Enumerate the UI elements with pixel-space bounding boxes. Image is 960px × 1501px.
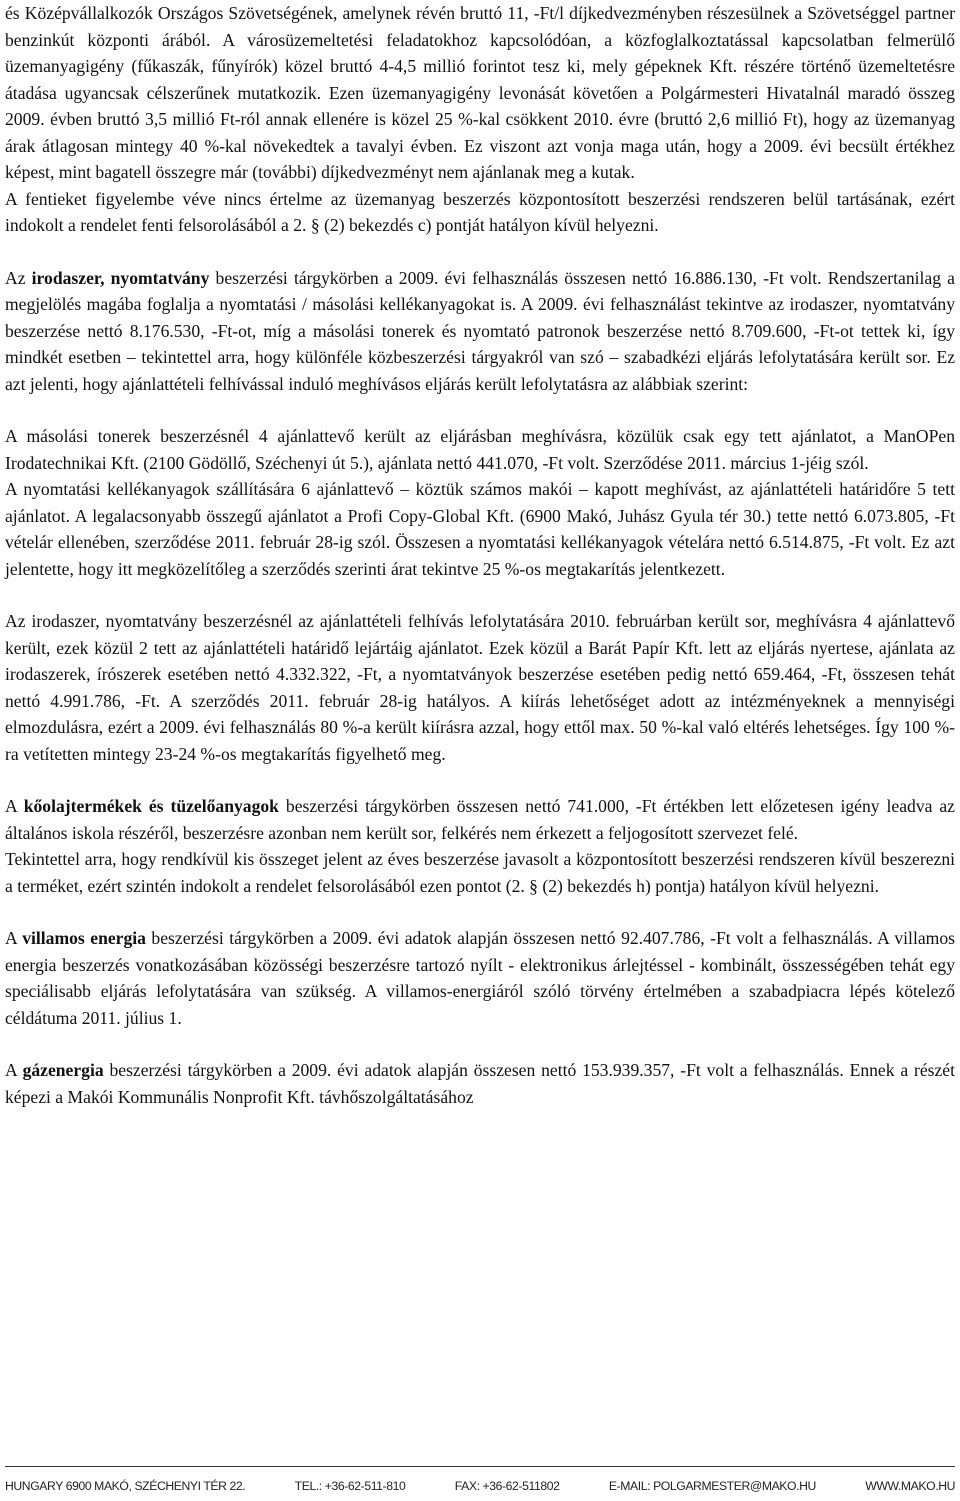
footer-fax: FAX: +36-62-511802 — [454, 1479, 560, 1493]
paragraph-electricity: A villamos energia beszerzési tárgykörben a 2009. évi adatok alapján összesen nettó 92.407.786, -Ft volt a felhasználás. A villamos energia beszerzés vonatkozásában közösségi beszerzésre tartozó nyílt - elektronikus árlejtéssel - kombinált, összességében tehát egy speciálisabb eljárás lefolytatására van szükség. A villamos-energiáról szóló törvény értelmében a szabadpiacra lépés kötelező céldátuma 2011. július 1. — [5, 928, 955, 1028]
paragraph-petroleum-conclusion: Tekintettel arra, hogy rendkívül kis összeget jelent az éves beszerzése javasolt a központosított beszerzési rendszeren kívül beszerezni a terméket, ezért szintén indokolt a rendelet felsorolásából ezen pontot (2. § (2) bekezdés h) pontja) hatályon kívül helyezni. — [5, 849, 955, 896]
footer-address: HUNGARY 6900 MAKÓ, SZÉCHENYI TÉR 22. — [5, 1479, 246, 1493]
electricity-term: villamos energia — [22, 928, 146, 948]
paragraph-fuel-discount: és Középvállalkozók Országos Szövetségének, amelynek révén bruttó 11, -Ft/l díjkedvezményben részesülnek a Szövetséggel partner benzinkút központi árából. A városüzemeltetési feladatokhoz kapcsolódóan, a közfoglalkoztatással kapcsolatban felmerülő üzemanyagigény (fűkaszák, fűnyírók) közel bruttó 4-4,5 millió forintot tesz ki, mely gépeknek Kft. részére történő üzemeltetésre átadása ugyancsak célszerűnek mutatkozik. Ezen üzemanyagigény levonását követően a Polgármesteri Hivatalnál maradó összeg 2009. évben bruttó 3,5 millió Ft-ról annak ellenére is közel 25 %-kal csökkent 2010. évre (bruttó 2,6 millió Ft), hogy az üzemanyag árak átlagosan mintegy 40 %-kal növekedtek a tavalyi évben. Ez viszont azt vonja maga után, hogy a 2009. évi becsült értékhez képest, mint bagatell összegre már (további) díjkedvezményt nem ajánlanak meg a kutak. — [5, 3, 955, 182]
footer-email: E-MAIL: POLGARMESTER@MAKO.HU — [608, 1479, 816, 1493]
paragraph-gas: A gázenergia beszerzési tárgykörben a 2009. évi adatok alapján összesen nettó 153.939.357, -Ft volt a felhasználás. Ennek a részét képezi a Makói Kommunális Nonprofit Kft. távhőszolgáltatásához — [5, 1060, 955, 1107]
spacer — [5, 239, 955, 265]
petroleum-term: kőolajtermékek és tüzelőanyagok — [23, 796, 279, 816]
paragraph-petroleum: A kőolajtermékek és tüzelőanyagok beszerzési tárgykörben összesen nettó 741.000, -Ft értékben lett előzetesen igény leadva az általános iskola részéről, beszerzésre azonban nem került sor, felkérés nem érkezett a feljogosított szervezet felé. — [5, 796, 955, 843]
paragraph-office-supplies-tender: Az irodaszer, nyomtatvány beszerzésnél az ajánlattételi felhívás lefolytatására 2010. februárban került sor, meghívásra 4 ajánlattevő került, ezek közül 2 tett az ajánlattételi határidő lejártáig ajánlatot. Ezek közül a Barát Papír Kft. lett az eljárás nyertese, ajánlata az irodaszerek, írószerek esetében nettó 4.332.322, -Ft, a nyomtatványok beszerzése esetében pedig nettó 659.464, -Ft, összesen tehát nettó 4.991.786, -Ft. A szerződés 2011. február 28-ig hatályos. A kiírás lehetőséget adott az intézményeknek a mennyiségi elmozdulásra, ezért a 2009. évi felhasználás 80 %-a került kiírásra azzal, hogy ettől max. 50 %-kal való eltérés lehetséges. Így 100 %-ra vetítetten mintegy 23-24 %-os megtakarítás figyelhető meg. — [5, 611, 955, 764]
spacer — [5, 1031, 955, 1057]
page-footer — [5, 1466, 955, 1500]
paragraph-fuel-conclusion: A fentieket figyelembe véve nincs értelme az üzemanyag beszerzés központosított beszerzési rendszeren belül tartásának, ezért indokolt a rendelet fenti felsorolásából a 2. § (2) bekezdés c) pontját hatályon kívül helyezni. — [5, 188, 955, 235]
spacer — [5, 899, 955, 925]
document-page — [5, 0, 955, 1110]
paragraph-print-supplies: A nyomtatási kellékanyagok szállítására 6 ajánlattevő – köztük számos makói – kapott meghívást, az ajánlattételi határidőre 5 tett ajánlatot. A legalacsonyabb összegű ajánlatot a Profi Copy-Global Kft. (6900 Makó, Juhász Gyula tér 30.) tette nettó 6.073.805, -Ft vételár ellenében, szerződése 2011. február 28-ig szól. Összesen a nyomtatási kellékanyagok vételára nettó 6.514.875, -Ft volt. Ez azt jelentette, hogy itt megközelítőleg a szerződés szerinti árat tekintve 25 %-os megtakarítás jelentkezett. — [5, 479, 955, 579]
footer-website: WWW.MAKO.HU — [865, 1479, 955, 1493]
office-supplies-term: irodaszer, nyomtatvány — [31, 267, 210, 288]
paragraph-toner-procurement: A másolási tonerek beszerzésnél 4 ajánlattevő került az eljárásban meghívásra, közülük csak egy tett ajánlatot, a ManOPen Irodatechnikai Kft. (2100 Gödöllő, Széchenyi út 5.), ajánlata nettó 441.070, -Ft volt. Szerződése 2011. március 1-jéig szól. — [5, 426, 955, 473]
footer-phone: TEL.: +36-62-511-810 — [294, 1479, 406, 1493]
spacer — [5, 582, 955, 608]
gas-term: gázenergia — [22, 1060, 104, 1080]
spacer — [5, 397, 955, 423]
paragraph-office-supplies: Az irodaszer, nyomtatvány beszerzési tárgykörben a 2009. évi felhasználás összesen nettó 16.886.130, -Ft volt. Rendszertanilag a megjelölés magába foglalja a nyomtatási / másolási kellékanyagokat is. A 2009. évi felhasználást tekintve az irodaszer, nyomtatvány beszerzése nettó 8.176.530, -Ft-ot, míg a másolási tonerek és nyomtató patronok beszerzése nettó 8.709.600, -Ft-ot tettek ki, így mindkét esetben – tekintettel arra, hogy különféle közbeszerzési tárgyakról van szó – szabadkézi eljárás lefolytatására került sor. Ez azt jelenti, hogy ajánlattételi felhívással induló meghívásos eljárás került lefolytatásra az alábbiak szerint: — [5, 267, 955, 394]
spacer — [5, 767, 955, 793]
